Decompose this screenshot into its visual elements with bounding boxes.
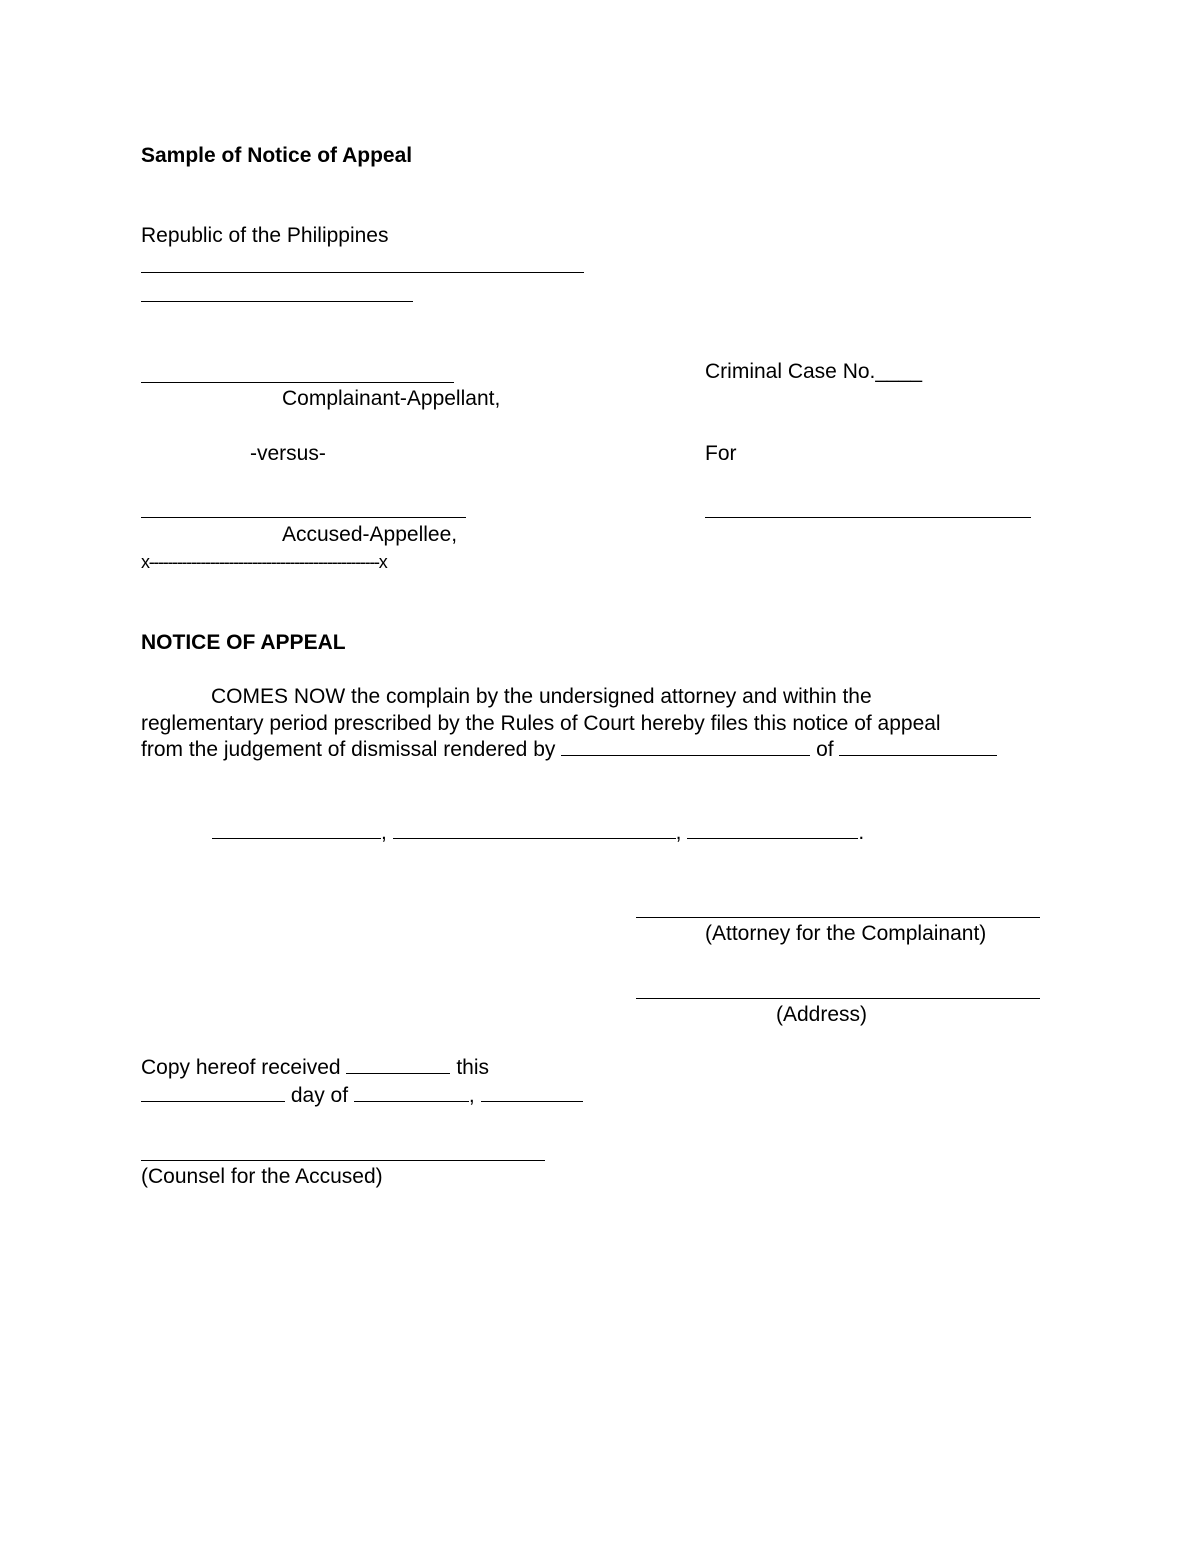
court-place-blank <box>839 737 997 756</box>
caption-divider: x-------------------------------------------------x <box>141 552 387 572</box>
body-line-3 <box>141 737 997 763</box>
day-blank <box>141 1083 285 1102</box>
counsel-signature-blank <box>141 1160 545 1161</box>
counsel-label: (Counsel for the Accused) <box>141 1165 383 1188</box>
body-line-3-text: from the judgement of dismissal rendered by <box>141 738 556 761</box>
body-line-1 <box>141 683 1057 710</box>
court-blank-line-2 <box>141 301 413 302</box>
year-blank <box>481 1083 583 1102</box>
date-place-line: , , . <box>212 820 864 846</box>
body-of-text: of <box>816 738 834 761</box>
attorney-signature-blank <box>636 917 1040 918</box>
judge-blank <box>561 737 810 756</box>
date-blank-3 <box>687 820 858 839</box>
country-header: Republic of the Philippines <box>141 224 389 247</box>
offense-blank <box>705 517 1031 518</box>
day-of-text: day of <box>290 1084 349 1107</box>
date-blank-1 <box>212 820 381 839</box>
attorney-label: (Attorney for the Complainant) <box>705 922 987 945</box>
notice-heading: NOTICE OF APPEAL <box>141 631 346 654</box>
accused-name-blank <box>141 517 466 518</box>
address-blank <box>636 998 1040 999</box>
for-label: For <box>705 442 737 465</box>
versus-label: -versus- <box>250 442 326 465</box>
criminal-case-no-label: Criminal Case No.____ <box>705 360 923 383</box>
copy-received-text: Copy hereof received <box>141 1056 341 1079</box>
month-blank <box>354 1083 469 1102</box>
document-title: Sample of Notice of Appeal <box>141 144 413 167</box>
body-line-1-text: COMES NOW the complain by the undersigned attorney and within the <box>211 685 872 708</box>
receipt-line-2: day of , <box>141 1083 583 1109</box>
complainant-appellant-label: Complainant-Appellant, <box>282 387 501 410</box>
this-text: this <box>456 1056 489 1079</box>
received-by-blank <box>346 1055 450 1074</box>
body-line-2: reglementary period prescribed by the Rules of Court hereby files this notice of appeal <box>141 712 941 735</box>
date-blank-2 <box>393 820 676 839</box>
court-blank-line-1 <box>141 272 584 273</box>
receipt-line-1 <box>141 1055 489 1081</box>
accused-appellee-label: Accused-Appellee, <box>282 523 458 546</box>
address-label: (Address) <box>776 1003 868 1026</box>
complainant-name-blank <box>141 382 454 383</box>
